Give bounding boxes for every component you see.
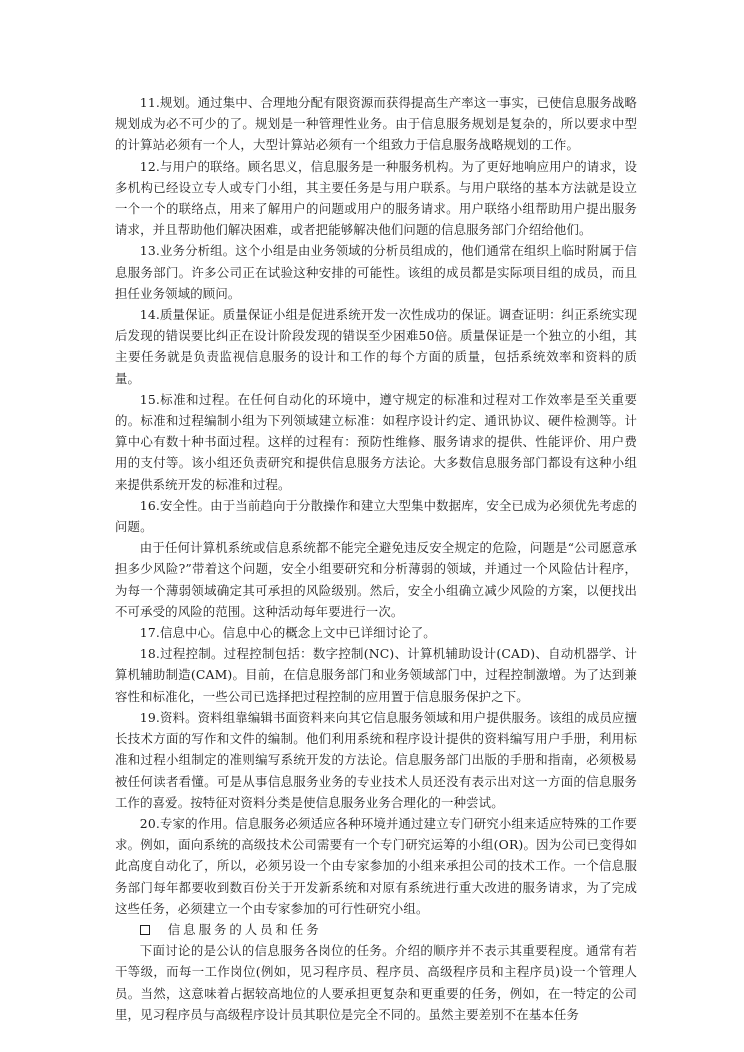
paragraph-14-quality-assurance: 14.质量保证。质量保证小组是促进系统开发一次性成功的保证。调查证明：纠正系统实现后发现的错误要比纠正在设计阶段发现的错误至少困难50倍。质量保证是一个独立的小组，其主要任务就是负责监视信息服务的设计和工作的每个方面的质量，包括系统效率和资料的质量。: [115, 307, 637, 386]
paragraph-13-business-analysis: 13.业务分析组。这个小组是由业务领域的分析员组成的，他们通常在组织上临时附属于信息服务部门。许多公司正在试验这种安排的可能性。该组的成员都是实际项目组的成员，而且担任业务领域的顾问。: [115, 243, 637, 301]
paragraph-staff-tasks: 下面讨论的是公认的信息服务各岗位的任务。介绍的顺序并不表示其重要程度。通常有若干等级，而每一工作岗位(例如，见习程序员、程序员、高级程序员和主程序员)设一个管理人员。当然，这意味着占据较高地位的人要承担更复杂和更重要的任务，例如，在一特定的公司里，见习程序员与高级程序设计员其职位是完全不同的。虽然主要差别不在基本任务: [115, 943, 637, 1022]
paragraph-security-risk: 由于任何计算机系统或信息系统都不能完全避免违反安全规定的危险，问题是“公司愿意承担多少风险?”带着这个问题，安全小组要研究和分析薄弱的领域，并通过一个风险估计程序，为每一个薄弱领域确定其可承担的风险级别。然后，安全小组确立减少风险的方案，以便找出不可承受的风险的范围。这种活动每年要进行一次。: [115, 540, 637, 619]
paragraph-16-security: 16.安全性。由于当前趋向于分散操作和建立大型集中数据库，安全已成为必须优先考虑的问题。: [115, 497, 637, 535]
paragraph-15-standards-procedures: 15.标准和过程。在任何自动化的环境中，遵守规定的标准和过程对工作效率是至关重要的。标准和过程编制小组为下列领域建立标准：如程序设计约定、通讯协议、硬件检测等。计算中心有数十种书面过程。这样的过程有：预防性维修、服务请求的提供、性能评价、用户费用的支付等。该小组还负责研究和提供信息服务方法论。大多数信息服务部门都设有这种小组来提供系统开发的标准和过程。: [115, 391, 637, 492]
square-bullet-icon: [140, 925, 150, 935]
document-body: [115, 92, 637, 1025]
paragraph-11-planning: 11.规划。通过集中、合理地分配有限资源而获得提高生产率这一事实，已使信息服务战略规划成为必不可少的了。规划是一种管理性业务。由于信息服务规划是复杂的，所以要求中型的计算站必须有一个人，大型计算站必须有一个组致力于信息服务战略规划的工作。: [115, 95, 637, 153]
section-heading: [115, 919, 637, 940]
paragraph-17-info-center: 17.信息中心。信息中心的概念上文中已详细讨论了。: [139, 625, 436, 641]
section-heading-text: 信息服务的人员和任务: [167, 921, 322, 937]
paragraph-12-user-liaison: 12.与用户的联络。顾名思义，信息服务是一种服务机构。为了更好地响应用户的请求，设多机构已经设立专人或专门小组，其主要任务是与用户联系。与用户联络的基本方法就是设立一个一个的联络点，用来了解用户的问题或用户的服务请求。用户联络小组帮助用户提出服务请求，并且帮助他们解决困难，或者把能够解决他们问题的信息服务部门介绍给他们。: [115, 158, 637, 238]
paragraph-18-process-control: 18.过程控制。过程控制包括：数字控制(NC)、计算机辅助设计(CAD)、自动机器学、计算机辅助制造(CAM)。目前，在信息服务部门和业务领域部门中，过程控制激增。为了达到兼容性和标准化，一些公司已选择把过程控制的应用置于信息服务保护之下。: [115, 646, 637, 704]
paragraph-19-documentation: 19.资料。资料组靠编辑书面资料来向其它信息服务领域和用户提供服务。该组的成员应擅长技术方面的写作和文件的编制。他们利用系统和程序设计提供的资料编写用户手册，利用标准和过程小组制定的准则编写系统开发的方法论。信息服务部门出版的手册和指南，必须极易被任何读者看懂。可是从事信息服务业务的专业技术人员还没有表示出对这一方面的信息服务工作的喜爱。按特征对资料分类是使信息服务业务合理化的一种尝试。: [115, 709, 637, 810]
paragraph-20-specialists: 20.专家的作用。信息服务必须适应各种环境并通过建立专门研究小组来适应特殊的工作要求。例如，面向系统的高级技术公司需要有一个专门研究运筹的小组(OR)。因为公司已变得如此高度自动化了，所以，必须另设一个由专家参加的小组来承担公司的技术工作。一个信息服务部门每年都要收到数百份关于开发新系统和对原有系统进行重大改进的服务请求，为了完成这些任务，必须建立一个由专家参加的可行性研究小组。: [115, 815, 637, 916]
